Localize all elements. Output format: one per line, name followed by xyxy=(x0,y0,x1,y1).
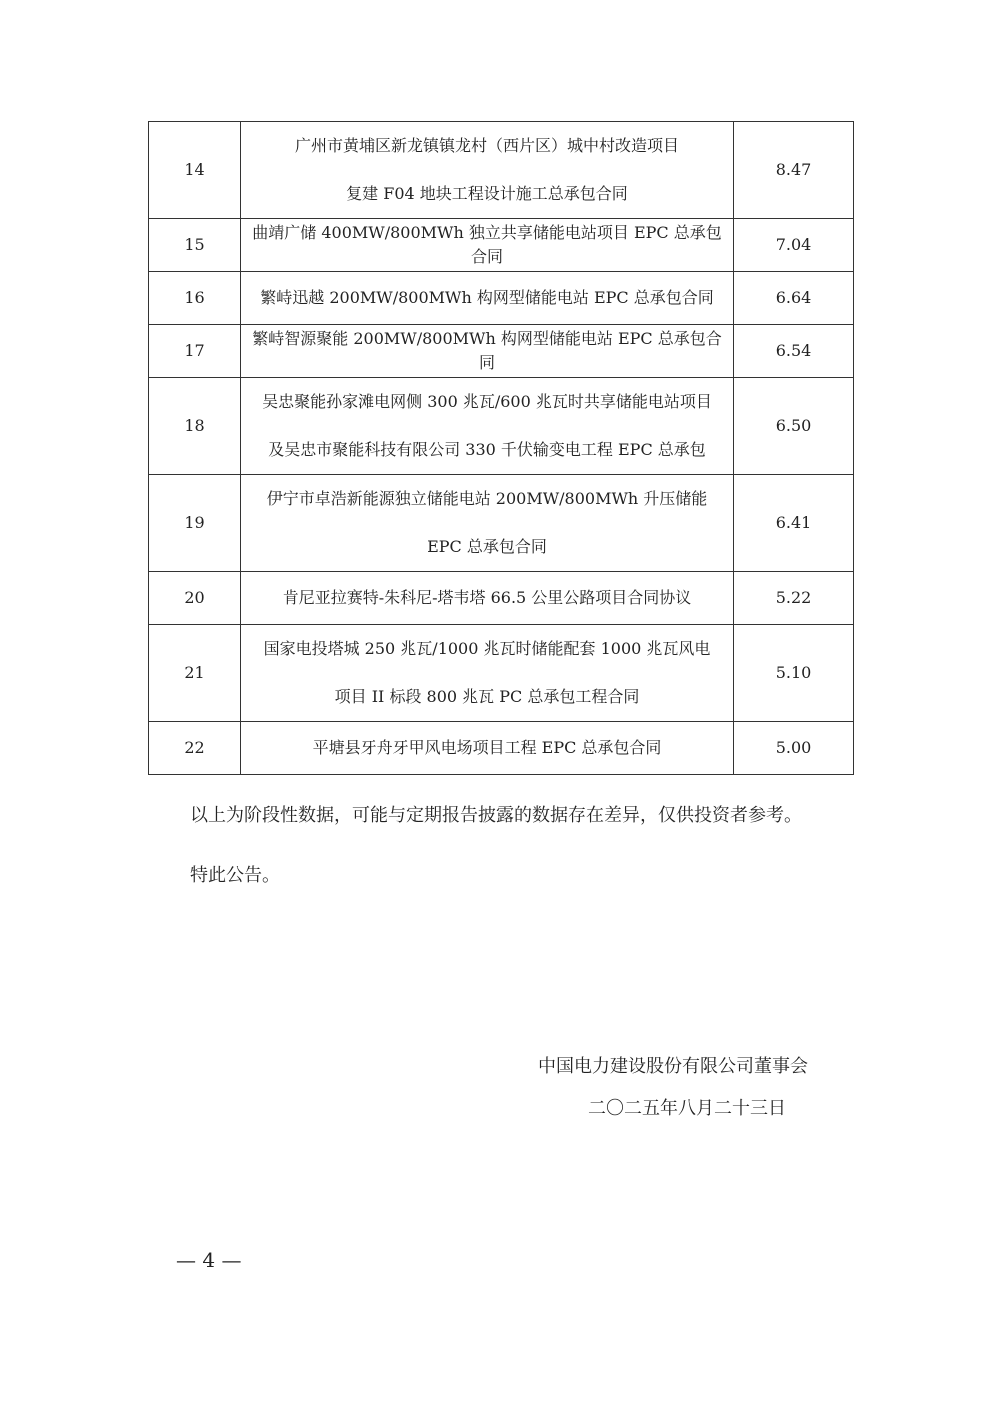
signature-date: 二〇二五年八月二十三日 xyxy=(588,1098,786,1119)
closing-statement: 特此公告。 xyxy=(190,865,280,886)
contract-name xyxy=(241,722,734,775)
page-number: — 4 — xyxy=(176,1248,242,1272)
contract-name-line: 伊宁市卓浩新能源独立储能电站 200MW/800MWh 升压储能 xyxy=(266,489,708,508)
contract-amount: 5.22 xyxy=(734,572,854,625)
contract-name-line: 吴忠聚能孙家滩电网侧 300 兆瓦/600 兆瓦时共享储能电站项目 xyxy=(262,392,712,411)
contract-name-line: 广州市黄埔区新龙镇镇龙村（西片区）城中村改造项目 xyxy=(294,136,679,155)
table-row xyxy=(149,122,854,219)
signer: 中国电力建设股份有限公司董事会 xyxy=(538,1056,808,1077)
contract-name xyxy=(241,325,734,378)
table-row xyxy=(149,625,854,722)
table-row xyxy=(149,572,854,625)
contract-name xyxy=(241,122,734,219)
contract-amount: 6.64 xyxy=(734,272,854,325)
row-number: 15 xyxy=(149,219,241,272)
contracts-table xyxy=(148,121,854,775)
contract-name xyxy=(241,475,734,572)
table-row xyxy=(149,378,854,475)
row-number: 14 xyxy=(149,122,241,219)
contract-name-line: 曲靖广储 400MW/800MWh 独立共享储能电站项目 EPC 总承包合同 xyxy=(252,223,722,266)
disclaimer-note: 以上为阶段性数据，可能与定期报告披露的数据存在差异，仅供投资者参考。 xyxy=(190,805,802,826)
contract-amount: 7.04 xyxy=(734,219,854,272)
contract-name-line: 国家电投塔城 250 兆瓦/1000 兆瓦时储能配套 1000 兆瓦风电 xyxy=(263,639,711,658)
contract-name-line: 平塘县牙舟牙甲风电场项目工程 EPC 总承包合同 xyxy=(312,738,662,757)
row-number: 17 xyxy=(149,325,241,378)
contract-name-line: 及吴忠市聚能科技有限公司 330 千伏输变电工程 EPC 总承包 xyxy=(268,440,706,459)
table-row xyxy=(149,722,854,775)
contract-amount: 6.41 xyxy=(734,475,854,572)
table-row xyxy=(149,272,854,325)
contract-amount: 6.50 xyxy=(734,378,854,475)
contract-name xyxy=(241,572,734,625)
contract-amount: 8.47 xyxy=(734,122,854,219)
contract-name xyxy=(241,219,734,272)
contract-name-line: 复建 F04 地块工程设计施工总承包合同 xyxy=(346,184,628,203)
row-number: 21 xyxy=(149,625,241,722)
contract-amount: 6.54 xyxy=(734,325,854,378)
contract-amount: 5.10 xyxy=(734,625,854,722)
row-number: 18 xyxy=(149,378,241,475)
contract-name-line: 项目 II 标段 800 兆瓦 PC 总承包工程合同 xyxy=(334,687,640,706)
contract-name xyxy=(241,272,734,325)
row-number: 19 xyxy=(149,475,241,572)
contract-name-line: 繁峙迅越 200MW/800MWh 构网型储能电站 EPC 总承包合同 xyxy=(260,288,714,307)
row-number: 16 xyxy=(149,272,241,325)
contract-name xyxy=(241,625,734,722)
row-number: 22 xyxy=(149,722,241,775)
table-row xyxy=(149,325,854,378)
table-row xyxy=(149,219,854,272)
contract-amount: 5.00 xyxy=(734,722,854,775)
contract-name-line: 繁峙智源聚能 200MW/800MWh 构网型储能电站 EPC 总承包合同 xyxy=(252,329,722,372)
table-row xyxy=(149,475,854,572)
contract-name-line: 肯尼亚拉赛特-朱科尼-塔韦塔 66.5 公里公路项目合同协议 xyxy=(282,588,692,607)
contract-name xyxy=(241,378,734,475)
contract-name-line: EPC 总承包合同 xyxy=(427,537,547,556)
row-number: 20 xyxy=(149,572,241,625)
